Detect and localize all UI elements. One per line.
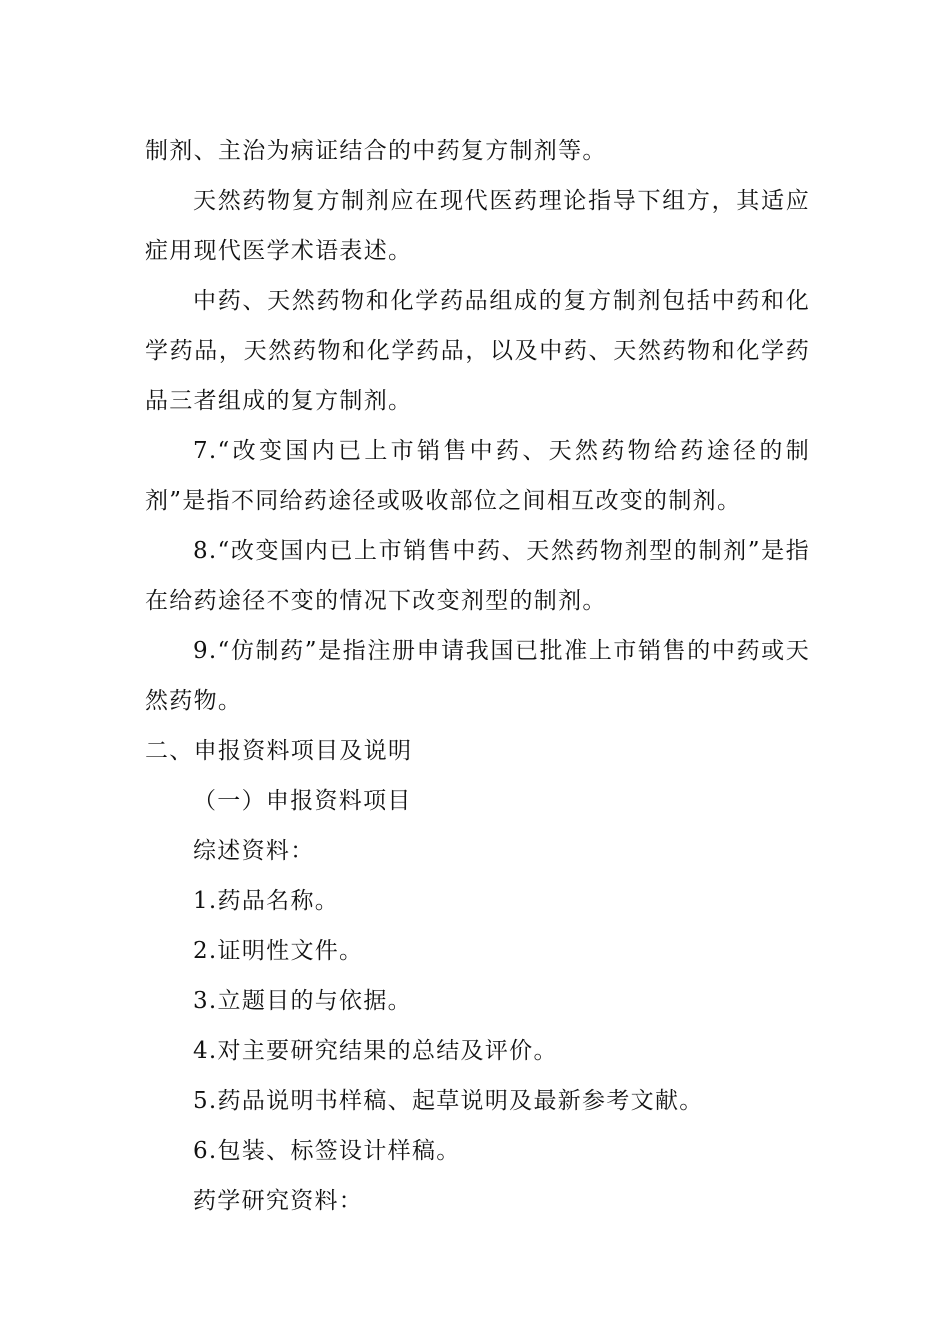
list-item: 5.药品说明书样稿、起草说明及最新参考文献。	[193, 1088, 704, 1114]
list-item: 3.立题目的与依据。	[193, 988, 412, 1014]
paragraph-compound-preparation: 中药、天然药物和化学药品组成的复方制剂包括中药和化学药品，天然药物和化学药品，以及中药、天然药物和化学药品三者组成的复方制剂。	[145, 288, 810, 414]
paragraph-item-8: 8.“改变国内已上市销售中药、天然药物剂型的制剂”是指在给药途径不变的情况下改变剂型的制剂。	[145, 538, 810, 614]
paragraph-item-9: 9.“仿制药”是指注册申请我国已批准上市销售的中药或天然药物。	[145, 638, 810, 714]
list-item: 2.证明性文件。	[193, 938, 364, 964]
paragraph-item-7: 7.“改变国内已上市销售中药、天然药物给药途径的制剂”是指不同给药途径或吸收部位之间相互改变的制剂。	[145, 438, 810, 514]
list-heading-pharmacy: 药学研究资料：	[193, 1188, 364, 1214]
section-heading: 二、申报资料项目及说明	[145, 738, 413, 764]
paragraph-continuation: 制剂、主治为病证结合的中药复方制剂等。	[145, 138, 607, 164]
list-item: 1.药品名称。	[193, 888, 340, 914]
list-item: 4.对主要研究结果的总结及评价。	[193, 1038, 558, 1064]
list-heading-summary: 综述资料：	[193, 838, 315, 864]
document-body	[145, 126, 810, 1226]
list-item: 6.包装、标签设计样稿。	[193, 1138, 461, 1164]
subsection-heading: （一）申报资料项目	[193, 788, 412, 814]
paragraph-natural-medicine-compound: 天然药物复方制剂应在现代医药理论指导下组方，其适应症用现代医学术语表述。	[145, 188, 810, 264]
